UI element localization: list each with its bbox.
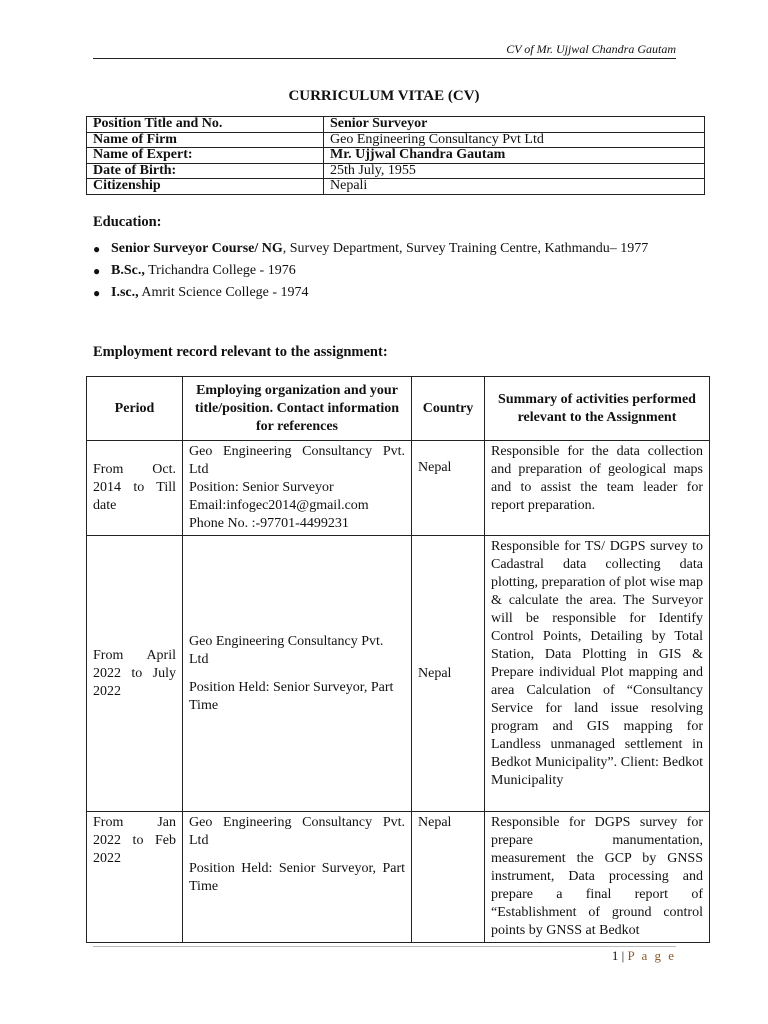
- employment-country: Nepal: [412, 812, 485, 943]
- column-header-country: Country: [412, 377, 485, 441]
- position-title: Position Held: Senior Surveyor, Part Time: [189, 679, 394, 713]
- column-header-summary: Summary of activities performed relevant to the Assignment: [485, 377, 710, 441]
- contact-email: Email:infogec2014@gmail.com: [189, 498, 369, 513]
- bullet-icon: ●: [93, 242, 101, 256]
- info-label: Date of Birth:: [87, 163, 324, 179]
- bullet-icon: ●: [93, 264, 101, 278]
- column-header-period: Period: [87, 377, 183, 441]
- footer-rule: [93, 946, 676, 947]
- education-detail: Trichandra College - 1976: [144, 263, 296, 278]
- employment-organization: [183, 812, 412, 943]
- education-heading: Education:: [93, 214, 162, 230]
- page-header: CV of Mr. Ujjwal Chandra Gautam: [506, 42, 676, 56]
- employment-header-row: [87, 377, 710, 441]
- info-label: Name of Firm: [87, 132, 324, 148]
- info-value: 25th July, 1955: [324, 163, 705, 179]
- employment-summary: Responsible for TS/ DGPS survey to Cadastral data collecting data plotting, preparation of plot wise map & calculate the area. The Surveyor will be responsible for Identify Control Points, Detailing by Total Station, Data Plotting in GIS & Prepare individual Plot mapping and area Calculation of “Consultancy Service for land issue resolving program and GIS mapping for Landless unmanaged settlement in Bedkot Municipality”. Client: Bedkot Municipality: [485, 536, 710, 812]
- organization-name: Geo Engineering Consultancy Pvt. Ltd: [189, 633, 384, 667]
- employment-heading: Employment record relevant to the assignment:: [93, 344, 388, 360]
- education-item: [93, 262, 673, 280]
- position-title: Position Held: Senior Surveyor, Part Time: [189, 861, 405, 894]
- education-degree: B.Sc.,: [111, 263, 145, 278]
- page-number: 1: [611, 948, 619, 963]
- info-value: Senior Surveyor: [324, 117, 705, 133]
- employment-period: From Oct. 2014 to Till date: [87, 441, 183, 536]
- organization-name: Geo Engineering Consultancy Pvt. Ltd: [189, 815, 405, 848]
- info-row: [87, 179, 705, 195]
- page-footer: [612, 948, 676, 964]
- education-item: [93, 284, 673, 302]
- education-degree: Senior Surveyor Course/ NG: [111, 241, 283, 256]
- column-header-organization: Employing organization and your title/position. Contact information for references: [183, 377, 412, 441]
- employment-table: [86, 376, 710, 943]
- document-title: CURRICULUM VITAE (CV): [288, 88, 480, 104]
- info-row: [87, 117, 705, 133]
- info-value: Nepali: [324, 179, 705, 195]
- header-rule: [93, 58, 676, 59]
- info-label: Name of Expert:: [87, 148, 324, 164]
- bullet-icon: ●: [93, 286, 101, 300]
- info-row: [87, 148, 705, 164]
- employment-organization: [183, 536, 412, 812]
- education-degree: I.sc.,: [111, 285, 139, 300]
- page-label: P a g e: [627, 948, 676, 963]
- employment-summary: Responsible for DGPS survey for prepare manumentation, measurement the GCP by GNSS instrument, Data processing and prepare a final report of “Establishment of ground control points by GNSS at Bedkot: [485, 812, 710, 943]
- employment-period: From April 2022 to July 2022: [87, 536, 183, 812]
- employment-row: [87, 441, 710, 536]
- education-detail: Amrit Science College - 1974: [138, 285, 309, 300]
- info-row: [87, 163, 705, 179]
- employment-summary: Responsible for the data collection and preparation of geological maps and to assist the team leader for report preparation.: [485, 441, 710, 536]
- employment-row: [87, 536, 710, 812]
- position-title: Position: Senior Surveyor: [189, 480, 334, 495]
- employment-row: [87, 812, 710, 943]
- contact-phone: Phone No. :-97701-4499231: [189, 516, 349, 531]
- education-detail: , Survey Department, Survey Training Centre, Kathmandu– 1977: [282, 241, 649, 256]
- info-value: Mr. Ujjwal Chandra Gautam: [324, 148, 705, 164]
- info-label: Position Title and No.: [87, 117, 324, 133]
- education-list: [93, 240, 673, 306]
- employment-period: From Jan 2022 to Feb 2022: [87, 812, 183, 943]
- page-separator: |: [621, 948, 625, 963]
- expert-info-table: [86, 116, 705, 195]
- education-item: [93, 240, 673, 258]
- organization-name: Geo Engineering Consultancy Pvt. Ltd: [189, 444, 405, 477]
- info-value: Geo Engineering Consultancy Pvt Ltd: [324, 132, 705, 148]
- info-label: Citizenship: [87, 179, 324, 195]
- employment-country: Nepal: [412, 441, 485, 536]
- employment-organization: [183, 441, 412, 536]
- info-row: [87, 132, 705, 148]
- employment-country: Nepal: [412, 536, 485, 812]
